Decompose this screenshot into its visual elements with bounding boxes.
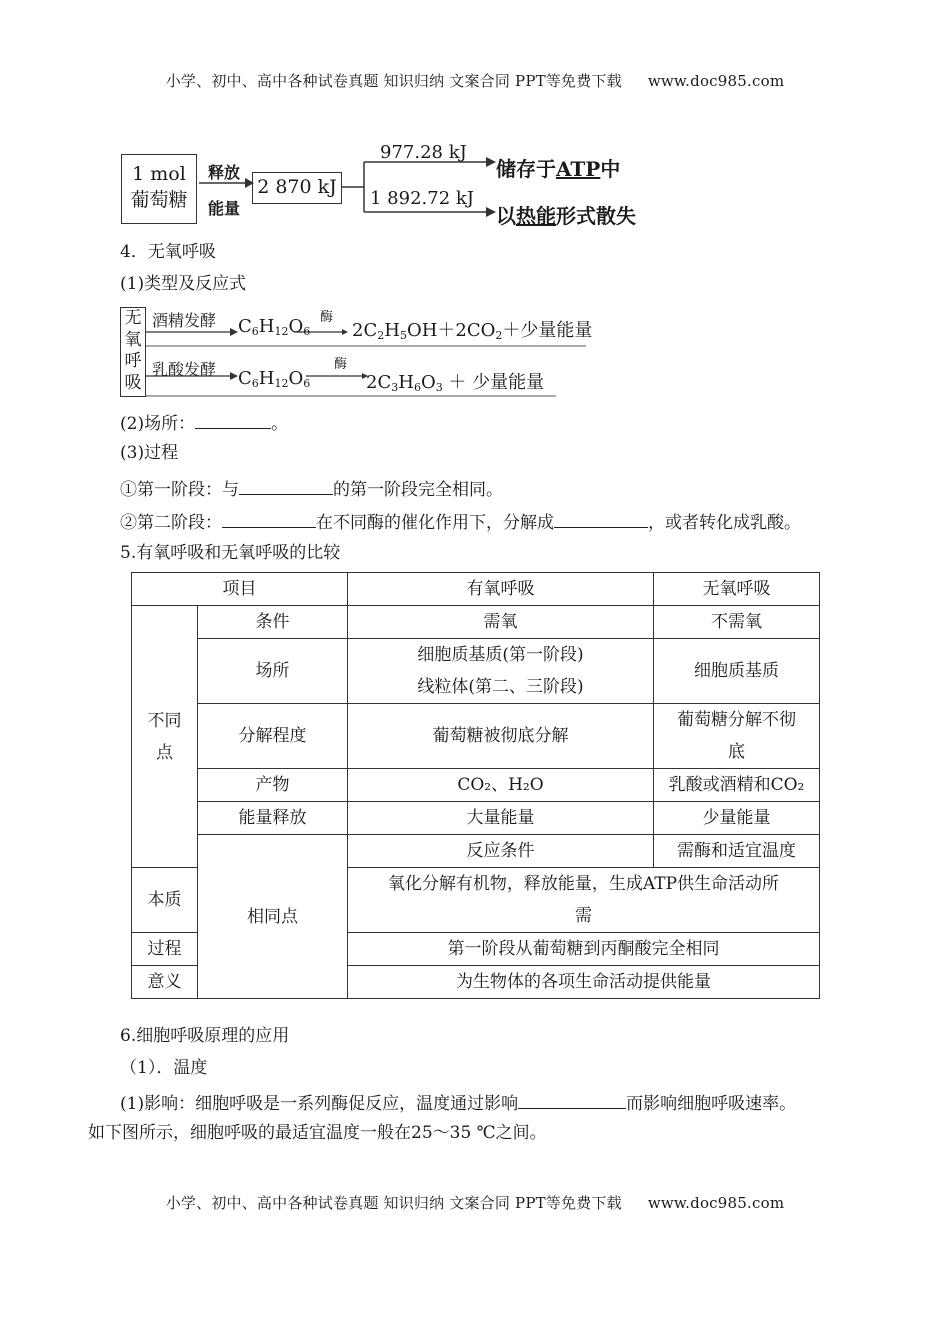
table-header-row [132,573,820,606]
section5-title: 5.有氧呼吸和无氧呼吸的比较 [120,543,341,563]
lactic-equation: $C_6H_{12}O_6$ [238,368,311,390]
page-header [0,70,950,91]
heat-energy-text: 以热能形式散失 [496,204,636,228]
table-row: 相同点 反应条件 需酶和适宜温度 [132,835,820,868]
section6-sub1: （1）．温度 [120,1058,208,1078]
table-row: 分解程度 葡萄糖被彻底分解 葡萄糖分解不彻 底 [132,704,820,769]
location-blank[interactable] [195,410,271,429]
table-row: 不同点 条件 需氧 不需氧 [132,606,820,639]
table-row: 能量释放 大量能量 少量能量 [132,802,820,835]
location-aerobic-cell: 细胞质基质(第一阶段) 线粒体(第二、三阶段) [348,639,654,704]
table-row: 本质 氧化分解有机物，释放能量，生成ATP供生命活动所 需 [132,868,820,933]
atp-label: ATP [556,157,601,181]
header-anaerobic: 无氧呼吸 [654,573,820,606]
alcohol-fermentation-label: 酒精发酵 [152,311,217,330]
release-label-top: 释放 [207,163,240,182]
table-row: 场所 细胞质基质(第一阶段) 线粒体(第二、三阶段) 细胞质基质 [132,639,820,704]
stored-energy-value: 977.28 kJ [380,142,467,163]
alcohol-products: $2C_2H_5OH+2CO_2+$少量能量 [352,320,593,342]
table-row: 产物 CO₂、H₂O 乳酸或酒精和CO₂ [132,769,820,802]
heat-energy-value: 1 892.72 kJ [370,188,475,209]
header-text: 小学、初中、高中各种试卷真题 知识归纳 文案合同 PPT等免费下载 [165,72,622,90]
group-similarities: 相同点 [198,835,348,999]
step2-blank-1[interactable] [222,509,316,528]
step1-blank[interactable] [239,476,333,495]
step1-line: ①第一阶段：与 的第一阶段完全相同。 [120,476,503,501]
comparison-table [131,572,820,999]
glucose-amount: 1 mol [132,163,186,185]
header-site: www.doc985.com [647,72,785,90]
table-row: 过程 第一阶段从葡萄糖到丙酮酸完全相同 [132,933,820,966]
header-aerobic: 有氧呼吸 [348,573,654,606]
total-energy-box: 2 870 kJ [252,172,342,204]
section4-location: (2)场所： 。 [120,410,288,435]
temperature-paragraph: (1)影响：细胞呼吸是一系列酶促反应，温度通过影响 而影响细胞呼吸速率。 [120,1090,796,1115]
anaerobic-box: 无 氧 呼 吸 [120,307,146,397]
stored-energy-text: 储存于ATP中 [496,157,621,181]
group-differences: 不同点 [132,606,198,868]
release-label-bottom: 能量 [207,199,240,218]
footer-text: 小学、初中、高中各种试卷真题 知识归纳 文案合同 PPT等免费下载 [165,1194,622,1212]
essence-cell: 氧化分解有机物，释放能量，生成ATP供生命活动所 需 [348,868,820,933]
table-row: 意义 为生物体的各项生命活动提供能量 [132,966,820,999]
section4-sub1: (1)类型及反应式 [120,274,247,294]
alcohol-equation: $C_6H_{12}O_6$ [238,316,311,338]
page-footer [0,1192,950,1213]
section4-process: (3)过程 [120,443,179,463]
temperature-paragraph-2: 如下图所示，细胞呼吸的最适宜温度一般在25～35 ℃之间。 [88,1123,547,1143]
header-item: 项目 [132,573,348,606]
step2-line: ②第二阶段： 在不同酶的催化作用下，分解成 ，或者转化成乳酸。 [120,509,801,534]
footer-site: www.doc985.com [647,1194,785,1212]
section4-title: 4．无氧呼吸 [120,242,216,262]
section6-title: 6.细胞呼吸原理的应用 [120,1026,290,1046]
step2-blank-2[interactable] [554,509,648,528]
enzyme-label-2: 酶 [334,357,348,372]
degree-anaerobic-cell: 葡萄糖分解不彻 底 [654,704,820,769]
glucose-label: 葡萄糖 [130,189,188,211]
heat-label: 热能 [516,204,556,228]
enzyme-label-1: 酶 [320,310,334,325]
temperature-blank[interactable] [518,1090,626,1109]
lactic-products: $2C_3H_6O_3$ ＋ 少量能量 [366,372,545,394]
glucose-box [121,154,197,224]
lactic-fermentation-label: 乳酸发酵 [152,360,217,379]
release-arrow [197,176,255,190]
